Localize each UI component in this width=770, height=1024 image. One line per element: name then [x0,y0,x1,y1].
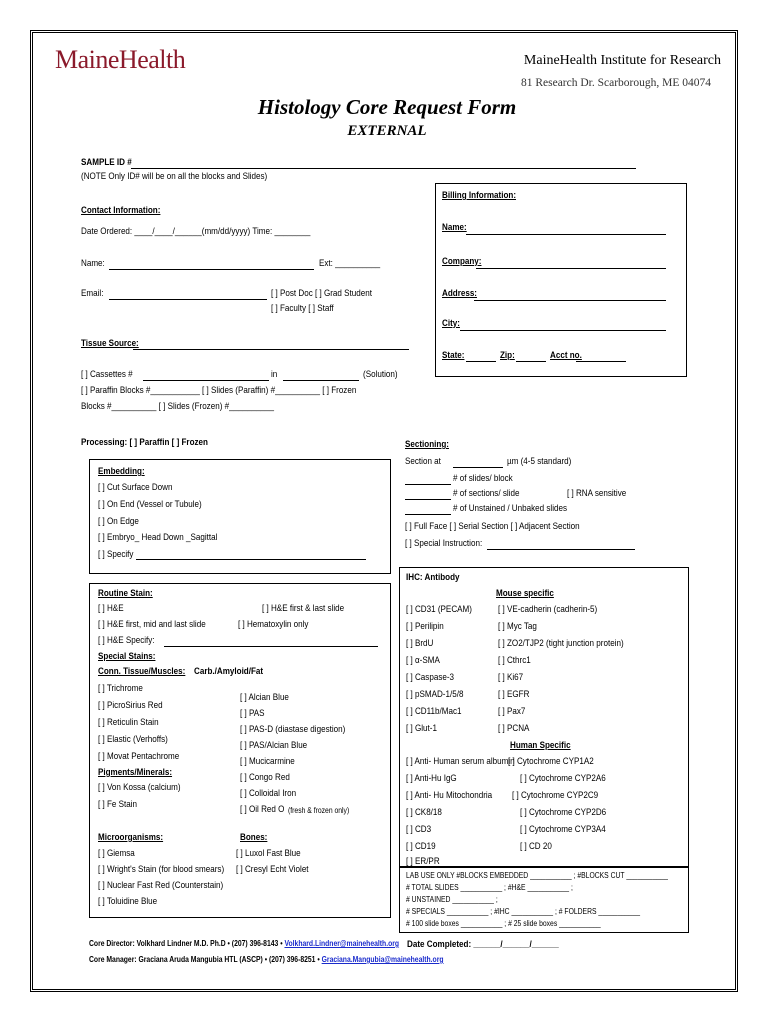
conn-stain-option[interactable]: [ ] Elastic (Verhoffs) [98,734,168,745]
pigments-heading: Pigments/Minerals: [98,767,173,778]
billing-city-field[interactable] [460,330,666,331]
mouse-antibody-option[interactable]: [ ] CD31 (PECAM) [406,604,472,615]
micro-stain-option[interactable]: [ ] Giemsa [98,848,135,859]
mouse-antibody-option[interactable]: [ ] PCNA [498,723,530,734]
routine-stain-heading: Routine Stain: [98,588,153,599]
microorganisms-heading: Microorganisms: [98,832,164,843]
mouse-antibody-option[interactable]: [ ] Glut-1 [406,723,437,734]
micro-stain-option[interactable]: [ ] Wright's Stain (for blood smears) [98,864,225,875]
human-antibody-option[interactable]: [ ] Cytochrome CYP3A4 [520,824,606,835]
billing-box [435,183,687,377]
carb-stain-option[interactable]: [ ] PAS/Alcian Blue [240,740,308,751]
oil-red-note: (fresh & frozen only) [288,806,350,815]
mouse-antibody-option[interactable]: [ ] pSMAD-1/5/8 [406,689,464,700]
solution-label: (Solution) [363,369,398,380]
sample-id-field[interactable] [131,168,636,169]
embedding-specify-field[interactable] [136,559,366,560]
mouse-antibody-option[interactable]: [ ] Caspase-3 [406,672,455,683]
lab-use-line: # 100 slide boxes ___________ ; # 25 slide boxes ___________ [406,919,601,928]
ihc-box [399,567,689,867]
mouse-antibody-option[interactable]: [ ] α-SMA [406,655,440,666]
lab-use-line: # UNSTAINED ___________ ; [406,895,498,904]
slides-per-block-field[interactable] [405,484,451,485]
position-options-row1[interactable]: [ ] Post Doc [ ] Grad Student [271,288,372,299]
sections-per-slide-field[interactable] [405,499,451,500]
human-antibody-option[interactable]: [ ] Anti-Hu IgG [406,773,457,784]
name-label: Name: [81,258,105,269]
name-field[interactable] [109,269,314,270]
human-antibody-option[interactable]: [ ] Cytochrome CYP1A2 [508,756,594,767]
unstained-slides-field[interactable] [405,514,451,515]
billing-acct-label: Acct no. [550,350,582,361]
billing-company-label: Company: [442,256,482,267]
core-director-label: Core Director: Volkhard Lindner M.D. Ph.D • (207) 396-8143 • [89,939,283,948]
mouse-antibody-option[interactable]: [ ] Ki67 [498,672,524,683]
human-antibody-option[interactable]: [ ] ER/PR [406,856,440,867]
billing-zip-field[interactable] [516,361,546,362]
billing-zip-label: Zip: [500,350,515,361]
mouse-antibody-option[interactable]: [ ] VE-cadherin (cadherin-5) [498,604,598,615]
mouse-specific-heading: Mouse specific [496,588,554,599]
contact-heading: Contact Information: [81,205,161,216]
special-instruction-field[interactable] [487,549,635,550]
sample-id-label: SAMPLE ID # [81,157,132,168]
billing-state-field[interactable] [466,361,496,362]
section-thickness-field[interactable] [453,467,503,468]
embedding-item[interactable]: [ ] On End (Vessel or Tubule) [98,499,202,510]
mouse-antibody-option[interactable]: [ ] CD11b/Mac1 [406,706,462,717]
embedding-specify[interactable]: [ ] Specify [98,549,134,560]
cassettes-label[interactable]: [ ] Cassettes # [81,369,133,380]
mouse-antibody-option[interactable]: [ ] Myc Tag [498,621,537,632]
paraffin-blocks-row[interactable]: [ ] Paraffin Blocks #___________ [ ] Slides (Paraffin) #__________ [ ] Frozen [81,385,357,396]
core-manager-label: Core Manager: Graciana Aruda Mangubia HTL (ASCP) • (207) 396-8251 • [89,955,320,964]
carb-stain-option[interactable]: [ ] PAS [240,708,265,719]
billing-address-label: Address: [442,288,478,299]
conn-stain-option[interactable]: [ ] Movat Pentachrome [98,751,180,762]
human-antibody-option[interactable]: [ ] Cytochrome CYP2A6 [520,773,606,784]
date-completed-field[interactable]: Date Completed: ______/______/______ [407,939,559,950]
special-instruction-label: [ ] Special Instruction: [405,538,483,549]
email-label: Email: [81,288,104,299]
human-antibody-option[interactable]: [ ] CK8/18 [406,807,442,818]
position-options-row2[interactable]: [ ] Faculty [ ] Staff [271,303,334,314]
sectioning-heading: Sectioning: [405,439,449,450]
he-specify-label[interactable]: [ ] H&E Specify: [98,635,155,646]
mouse-antibody-option[interactable]: [ ] Perilipin [406,621,444,632]
section-type-options[interactable]: [ ] Full Face [ ] Serial Section [ ] Adjacent Section [405,521,580,532]
date-ordered-field[interactable]: Date Ordered: ____/____/______(mm/dd/yyyy) Time: ________ [81,226,311,237]
human-antibody-option[interactable]: [ ] Anti- Human serum albumin [406,756,515,767]
lab-use-box [399,867,689,933]
embedding-item[interactable]: [ ] Cut Surface Down [98,482,173,493]
oil-red-option[interactable]: [ ] Oil Red O [240,804,285,815]
processing-options[interactable]: Processing: [ ] Paraffin [ ] Frozen [81,437,208,448]
he-first-last-option[interactable]: [ ] H&E first & last slide [262,603,345,614]
cassettes-count-field[interactable] [143,380,269,381]
human-antibody-option[interactable]: [ ] CD 20 [520,841,552,852]
mouse-antibody-option[interactable]: [ ] BrdU [406,638,434,649]
conn-stain-option[interactable]: [ ] PicroSirius Red [98,700,163,711]
core-director-email-link[interactable]: Volkhard.Lindner@mainehealth.org [284,939,400,948]
special-stains-heading: Special Stains: [98,651,156,662]
billing-city-label: City: [442,318,460,329]
rna-sensitive-option[interactable]: [ ] RNA sensitive [567,488,627,499]
billing-name-field[interactable] [466,234,666,235]
mouse-antibody-option[interactable]: [ ] Pax7 [498,706,526,717]
he-option[interactable]: [ ] H&E [98,603,124,614]
pigment-stain-option[interactable]: [ ] Fe Stain [98,799,138,810]
human-antibody-option[interactable]: [ ] CD3 [406,824,432,835]
carb-stain-option[interactable]: [ ] Congo Red [240,772,290,783]
lab-use-line: # SPECIALS ___________ ; #IHC ___________ ; # FOLDERS ___________ [406,907,641,916]
core-director-info [89,939,399,948]
mainehealth-logo: MaineHealth [55,45,186,74]
conn-stain-option[interactable]: [ ] Reticulin Stain [98,717,159,728]
bones-stain-option[interactable]: [ ] Cresyl Echt Violet [236,864,309,875]
bones-stain-option[interactable]: [ ] Luxol Fast Blue [236,848,301,859]
human-antibody-option[interactable]: [ ] Cytochrome CYP2D6 [520,807,607,818]
frozen-blocks-row[interactable]: Blocks #__________ [ ] Slides (Frozen) #__________ [81,401,275,412]
carb-amyloid-heading: Carb./Amyloid/Fat [194,666,264,677]
carb-stain-option[interactable]: [ ] Alcian Blue [240,692,289,703]
cassettes-in-label: in [271,369,278,380]
billing-address-field[interactable] [474,300,666,301]
conn-tissue-heading: Conn. Tissue/Muscles: [98,666,186,677]
micro-stain-option[interactable]: [ ] Toluidine Blue [98,896,158,907]
ext-field[interactable]: Ext: __________ [319,258,381,269]
micro-stain-option[interactable]: [ ] Nuclear Fast Red (Counterstain) [98,880,224,891]
mouse-antibody-option[interactable]: [ ] ZO2/TJP2 (tight junction protein) [498,638,624,649]
embedding-box [89,459,391,574]
section-at-label: Section at [405,456,441,467]
lab-use-line: # TOTAL SLIDES ___________ ; #H&E ___________ ; [406,883,573,892]
slides-per-block-label: # of slides/ block [453,473,513,484]
human-specific-heading: Human Specific [510,740,571,751]
mouse-antibody-option[interactable]: [ ] Cthrc1 [498,655,531,666]
section-um-label: µm (4-5 standard) [507,456,572,467]
billing-name-label: Name: [442,222,467,233]
embedding-item[interactable]: [ ] On Edge [98,516,139,527]
human-antibody-option[interactable]: [ ] CD19 [406,841,436,852]
pigment-stain-option[interactable]: [ ] Von Kossa (calcium) [98,782,181,793]
email-field[interactable] [109,299,267,300]
carb-stain-option[interactable]: [ ] Colloidal Iron [240,788,297,799]
he-specify-field[interactable] [164,646,378,647]
form-subtitle: EXTERNAL [347,123,427,139]
carb-stain-option[interactable]: [ ] Mucicarmine [240,756,295,767]
embedding-item[interactable]: [ ] Embryo_ Head Down _Sagittal [98,532,218,543]
human-antibody-option[interactable]: [ ] Cytochrome CYP2C9 [512,790,599,801]
billing-heading: Billing Information: [442,190,517,201]
cassettes-solution-field[interactable] [283,380,359,381]
sections-per-slide-label: # of sections/ slide [453,488,520,499]
billing-state-label: State: [442,350,465,361]
lab-use-line: LAB USE ONLY #BLOCKS EMBEDDED ___________ ; #BLOCKS CUT ___________ [406,871,668,880]
form-page [30,30,738,992]
hematoxylin-only-option[interactable]: [ ] Hematoxylin only [238,619,309,630]
sample-id-note: (NOTE Only ID# will be on all the blocks and Slides) [81,171,268,182]
tissue-source-field[interactable] [133,349,409,350]
core-manager-info [89,955,444,964]
tissue-source-label: Tissue Source: [81,338,139,349]
institute-name: MaineHealth Institute for Research [523,53,721,68]
institute-address: 81 Research Dr. Scarborough, ME 04074 [520,77,711,89]
he-first-mid-last-option[interactable]: [ ] H&E first, mid and last slide [98,619,206,630]
form-title: Histology Core Request Form [257,95,517,119]
stains-box [89,583,391,918]
conn-stain-option[interactable]: [ ] Trichrome [98,683,143,694]
billing-company-field[interactable] [476,268,666,269]
unstained-slides-label: # of Unstained / Unbaked slides [453,503,568,514]
billing-acct-field[interactable] [576,361,626,362]
ihc-heading: IHC: Antibody [406,572,460,583]
bones-heading: Bones: [240,832,268,843]
embedding-heading: Embedding: [98,466,145,477]
mouse-antibody-option[interactable]: [ ] EGFR [498,689,530,700]
core-manager-email-link[interactable]: Graciana.Mangubia@mainehealth.org [321,955,444,964]
carb-stain-option[interactable]: [ ] PAS-D (diastase digestion) [240,724,346,735]
human-antibody-option[interactable]: [ ] Anti- Hu Mitochondria [406,790,493,801]
